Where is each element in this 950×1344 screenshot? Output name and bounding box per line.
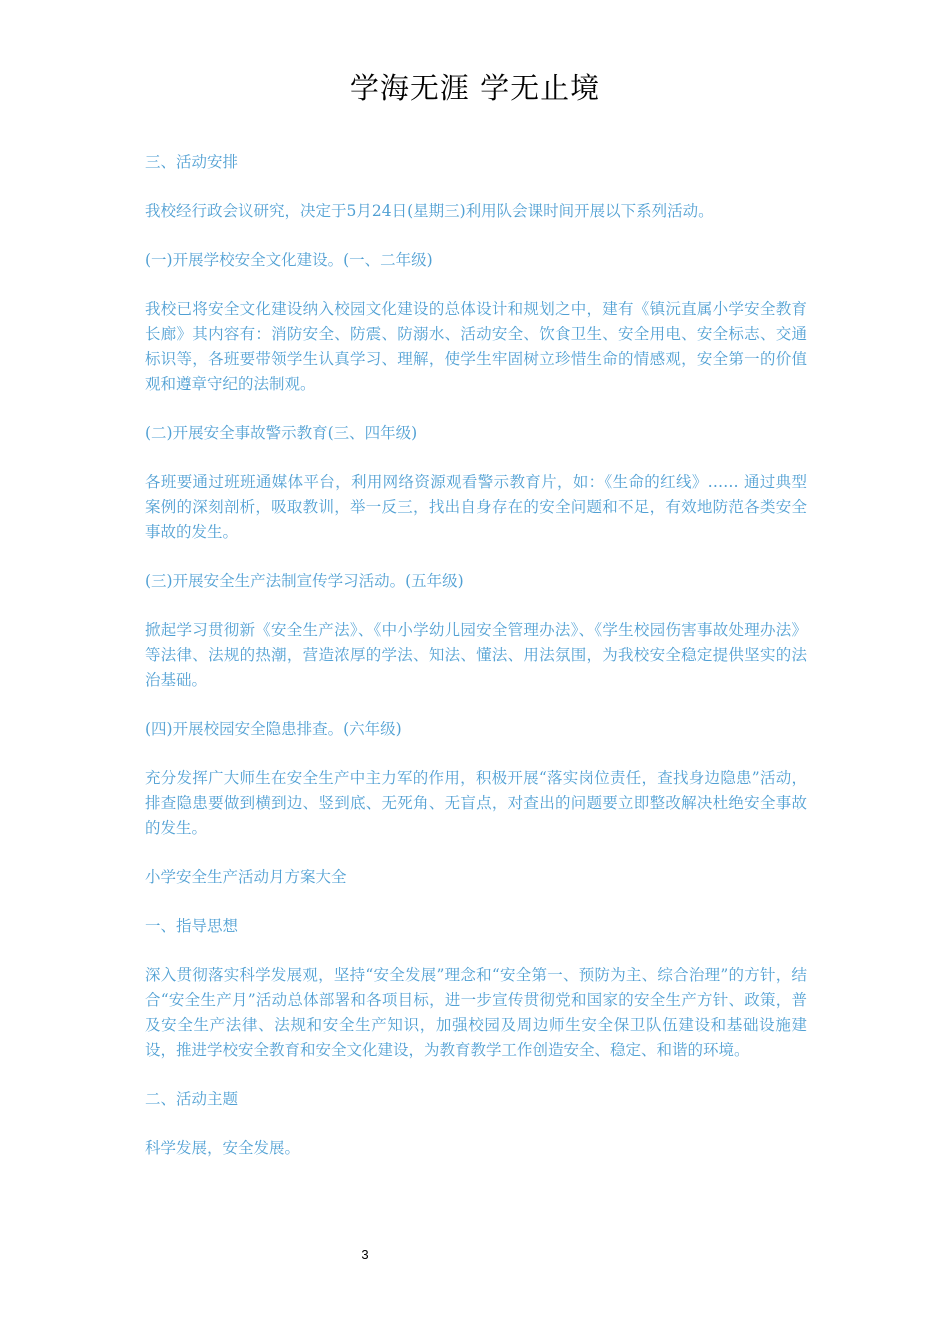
paragraph-accident-warning: 各班要通过班班通媒体平台，利用网络资源观看警示教育片，如：《生命的红线》…… 通过典型案例的深刻剖析，吸取教训，举一反三，找出自身存在的安全问题和不足，有效地防范各类安全事故的发生。 bbox=[145, 473, 807, 541]
paragraph-legal-education: 掀起学习贯彻新《安全生产法》、《中小学幼儿园安全管理办法》、《学生校园伤害事故处理办法》等法律、法规的热潮，营造浓厚的学法、知法、懂法、用法氛围，为我校安全稳定提供坚实的法治基础。 bbox=[145, 621, 807, 689]
paragraph-safety-culture: 我校已将安全文化建设纳入校园文化建设的总体设计和规划之中，建有《镇沅直属小学安全教育长廊》其内容有：消防安全、防震、防溺水、活动安全、饮食卫生、安全用电、安全标志、交通标识等，各班要带领学生认真学习、理解，使学生牢固树立珍惜生命的情感观，安全第一的价值观和遵章守纪的法制观。 bbox=[145, 300, 807, 393]
subheading-safety-culture: (一)开展学校安全文化建设。(一、二年级) bbox=[145, 251, 433, 269]
paragraph-activity-theme: 科学发展，安全发展。 bbox=[145, 1139, 301, 1157]
section-heading-guiding-ideology: 一、指导思想 bbox=[145, 917, 239, 935]
paragraph-meeting-decision: 我校经行政会议研究，决定于5月24日(星期三)利用队会课时间开展以下系列活动。 bbox=[145, 202, 714, 220]
page-number: 3 bbox=[361, 1247, 369, 1262]
document-body bbox=[145, 150, 807, 1185]
document-subtitle: 小学安全生产活动月方案大全 bbox=[145, 868, 347, 886]
subheading-accident-warning: (二)开展安全事故警示教育(三、四年级) bbox=[145, 424, 418, 442]
paragraph-hazard-inspection: 充分发挥广大师生在安全生产中主力军的作用，积极开展“落实岗位责任，查找身边隐患”活动，排查隐患要做到横到边、竖到底、无死角、无盲点，对查出的问题要立即整改解决杜绝安全事故的发生。 bbox=[145, 769, 807, 837]
page-header-title: 学海无涯 学无止境 bbox=[349, 71, 601, 105]
section-heading-activity-theme: 二、活动主题 bbox=[145, 1090, 239, 1108]
subheading-legal-education: (三)开展安全生产法制宣传学习活动。(五年级) bbox=[145, 572, 464, 590]
paragraph-guiding-ideology: 深入贯彻落实科学发展观，坚持“安全发展”理念和“安全第一、预防为主、综合治理”的方针，结合“安全生产月”活动总体部署和各项目标，进一步宣传贯彻党和国家的安全生产方针、政策，普及安全生产法律、法规和安全生产知识，加强校园及周边师生安全保卫队伍建设和基础设施建设，推进学校安全教育和安全文化建设，为教育教学工作创造安全、稳定、和谐的环境。 bbox=[145, 966, 807, 1059]
subheading-hazard-inspection: (四)开展校园安全隐患排查。(六年级) bbox=[145, 720, 402, 738]
section-heading-activity-arrangement: 三、活动安排 bbox=[145, 153, 239, 171]
